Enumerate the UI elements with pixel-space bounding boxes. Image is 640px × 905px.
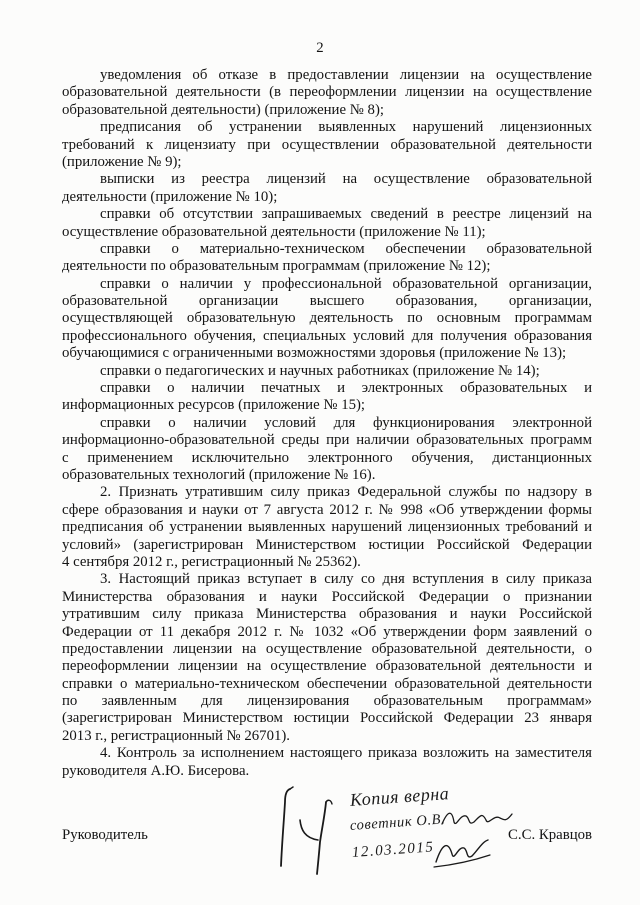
text-line: утратившим силу приказа Министерства образования и науки Российской [62, 606, 592, 623]
text-line: образовательной деятельности (в переоформлении лицензии на осуществление [62, 84, 592, 101]
certification-date: 12.03.2015 [351, 839, 435, 861]
text-line: уведомления об отказе в предоставлении лицензии на осуществление [100, 67, 592, 83]
certification-heading: Копия верна [349, 783, 450, 810]
text-line: осуществление образовательной деятельности (приложение № 11); [62, 223, 486, 240]
clause-3 [62, 571, 592, 745]
text-line: выписки из реестра лицензий на осуществление образовательной [100, 171, 592, 188]
text-line: (приложение № 9); [62, 153, 182, 170]
text-line: предоставлении лицензии на осуществление образовательной деятельности, о [62, 640, 592, 657]
text-line: сфере образования и науки от 7 августа 2012 г. № 998 «Об утверждении формы [62, 501, 592, 518]
item-appendix-10 [62, 171, 592, 206]
text-line: образовательных технологий (приложение № 16). [62, 466, 376, 483]
signatory-name: С.С. Кравцов [508, 827, 592, 843]
text-line: справки о материально-техническом обеспечении образовательной деятельности [62, 675, 592, 692]
item-appendix-11 [62, 206, 592, 241]
text-line: руководителя А.Ю. Бисерова. [62, 762, 250, 779]
text-line: (зарегистрирован Министерством юстиции Российской Федерации 23 января [62, 710, 592, 727]
item-appendix-16 [62, 415, 592, 485]
document-body [62, 67, 592, 780]
item-appendix-15 [62, 380, 592, 415]
text-line: обучающимися с ограниченными возможностями здоровья (приложение № 13); [62, 345, 567, 362]
text-line: справки о наличии условий для функционирования электронной [100, 414, 592, 431]
text-line: справки о педагогических и научных работниках (приложение № 14); [100, 362, 540, 379]
text-line: условий» (зарегистрирован Министерством юстиции Российской Федерации [62, 536, 592, 553]
text-line: информационных ресурсов (приложение № 15); [62, 397, 366, 414]
text-line: образовательной деятельности) (приложение № 8); [62, 101, 384, 118]
signatory-position: Руководитель [62, 827, 148, 843]
text-line: справки о наличии у профессиональной образовательной организации, [100, 275, 592, 292]
text-line: 3. Настоящий приказ вступает в силу со дня вступления в силу приказа [100, 571, 592, 588]
text-line: 2013 г., регистрационный № 26701). [62, 727, 290, 744]
text-line: информационно-образовательной среды при наличии образовательных программ [62, 432, 592, 449]
text-line: деятельности (приложение № 10); [62, 188, 278, 205]
text-line: требований к лицензиату при осуществлении образовательной деятельности [62, 136, 592, 153]
page-number: 2 [316, 40, 324, 56]
text-line: Федерации от 11 декабря 2012 г. № 1032 «Об утверждении форм заявлений о [62, 623, 592, 640]
certifier-surname-scribble [440, 806, 515, 834]
text-line: с применением исключительно электронного обучения, дистанционных [62, 449, 592, 466]
text-line: деятельности по образовательным программам (приложение № 12); [62, 258, 491, 275]
clause-4 [62, 745, 592, 780]
item-appendix-9 [62, 119, 592, 171]
text-line: по заявленным для лицензирования образовательным программам» [62, 693, 592, 710]
text-line: справки о наличии печатных и электронных образовательных и [100, 380, 592, 397]
text-line: 4. Контроль за исполнением настоящего приказа возложить на заместителя [100, 745, 592, 762]
item-appendix-8 [62, 67, 592, 119]
text-line: 4 сентября 2012 г., регистрационный № 25362). [62, 553, 361, 570]
text-line: предписания об устранении выявленных нарушений лицензионных требований и [62, 519, 592, 536]
text-line: справки о материально-техническом обеспечении образовательной [100, 240, 592, 257]
text-line: 2. Признать утратившим силу приказ Федеральной службы по надзору в [100, 484, 592, 501]
text-line: осуществляющей образовательную деятельность по основным программам [62, 310, 592, 327]
certifier-signature-scribble [432, 834, 492, 874]
certification-signer: советник О.В. [349, 811, 446, 834]
text-line: предписания об устранении выявленных нарушений лицензионных [100, 119, 592, 136]
item-appendix-12 [62, 241, 592, 276]
clause-2 [62, 484, 592, 571]
item-appendix-13 [62, 276, 592, 363]
text-line: профессионального обучения, специальных условий для получения образования [62, 327, 592, 344]
text-line: справки об отсутствии запрашиваемых сведений в реестре лицензий на [100, 206, 592, 223]
text-line: образовательной организации высшего образования, организации, [62, 293, 592, 310]
handwritten-signature [268, 782, 358, 877]
item-appendix-14 [62, 363, 592, 380]
text-line: Министерства образования и науки Российской Федерации о признании [62, 588, 592, 605]
text-line: переоформлении лицензии на осуществление образовательной деятельности и [62, 658, 592, 675]
